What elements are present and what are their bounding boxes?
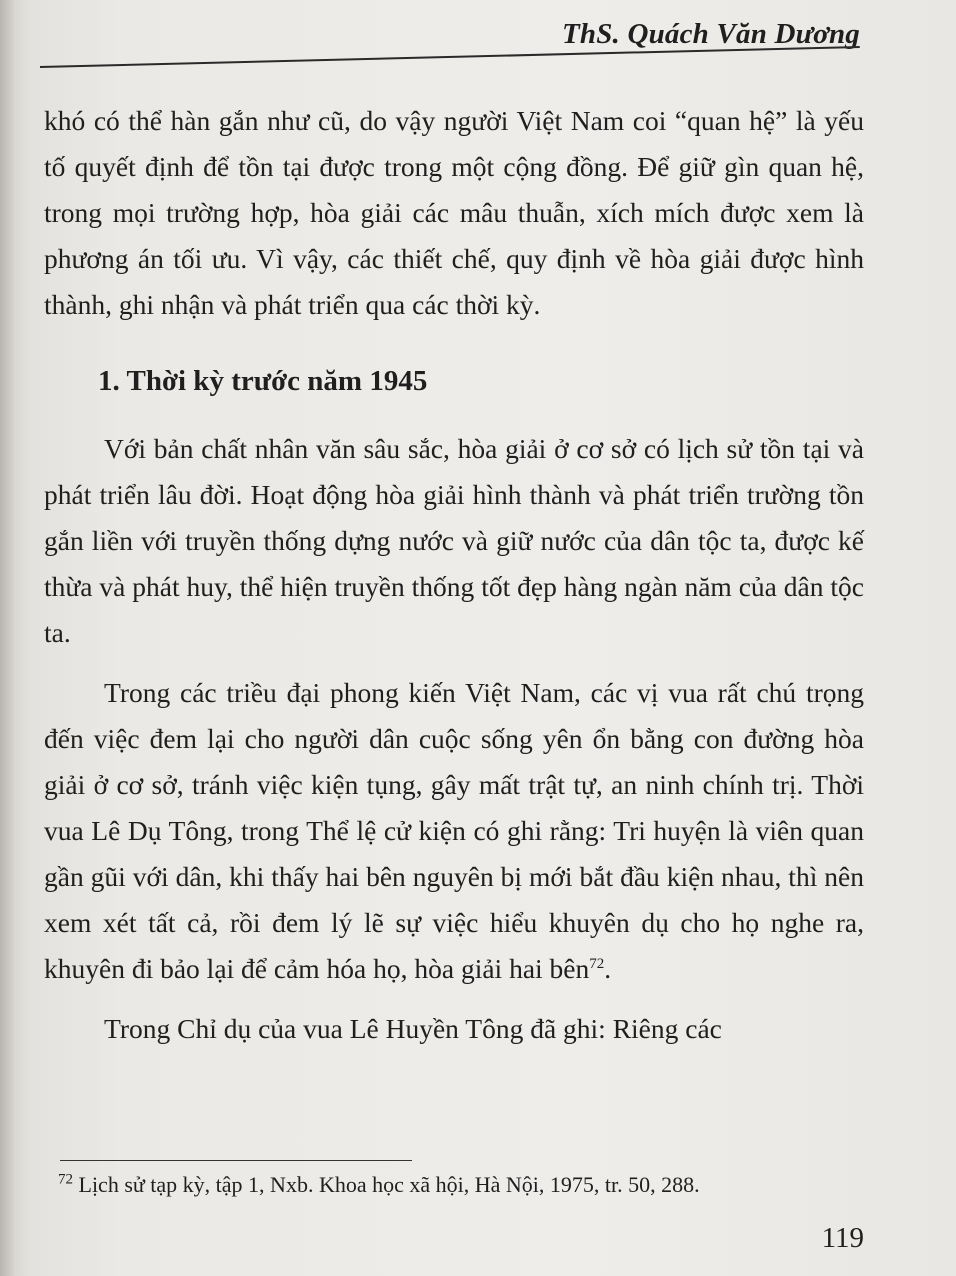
footnote-mark: 72: [58, 1171, 73, 1188]
header-rule: [40, 46, 860, 68]
page-number: 119: [821, 1222, 864, 1254]
footnote-text: Lịch sử tạp kỳ, tập 1, Nxb. Khoa học xã hội, Hà Nội, 1975, tr. 50, 288.: [78, 1172, 700, 1197]
paragraph-feudal-dynasties: [44, 670, 864, 992]
footnote-rule: [60, 1160, 412, 1161]
footnote-reference: 72: [589, 955, 605, 972]
book-spine-shadow: [0, 0, 14, 1276]
paragraph-history-intro: Với bản chất nhân văn sâu sắc, hòa giải ở cơ sở có lịch sử tồn tại và phát triển lâu đời. Hoạt động hòa giải hình thành và phát triển trường tồn gắn liền với truyền thống dựng nước và giữ nước của dân tộc ta, được kế thừa và phát huy, thể hiện truyền thống tốt đẹp hàng ngàn năm của dân tộc ta.: [44, 433, 864, 648]
page-body: [44, 98, 864, 1052]
paragraph-text: Trong các triều đại phong kiến Việt Nam, các vị vua rất chú trọng đến việc đem lại cho người dân cuộc sống yên ổn bằng con đường hòa giải ở cơ sở, tránh việc kiện tụng, gây mất trật tự, an ninh chính trị. Thời vua Lê Dụ Tông, trong Thể lệ cử kiện có ghi rằng: Tri huyện là viên quan gần gũi với dân, khi thấy hai bên nguyên bị mới bắt đầu kiện nhau, thì nên xem xét tất cả, rồi đem lý lẽ sự việc hiểu khuyên dụ cho họ nghe ra, khuyên đi bảo lại để cảm hóa họ, hòa giải hai bên: [44, 677, 864, 984]
footnote: [58, 1170, 848, 1200]
paragraph-continuation: khó có thể hàn gắn như cũ, do vậy người Việt Nam coi “quan hệ” là yếu tố quyết định để tồn tại được trong một cộng đồng. Để giữ gìn quan hệ, trong mọi trường hợp, hòa giải các mâu thuẫn, xích mích được xem là phương án tối ưu. Vì vậy, các thiết chế, quy định về hòa giải được hình thành, ghi nhận và phát triển qua các thời kỳ.: [44, 105, 864, 320]
paragraph-end-punctuation: .: [604, 953, 612, 984]
section-heading: 1. Thời kỳ trước năm 1945: [98, 365, 428, 397]
running-header-author: ThS. Quách Văn Dương: [561, 18, 860, 50]
paragraph-edict: Trong Chỉ dụ của vua Lê Huyền Tông đã ghi: Riêng các: [104, 1013, 722, 1044]
